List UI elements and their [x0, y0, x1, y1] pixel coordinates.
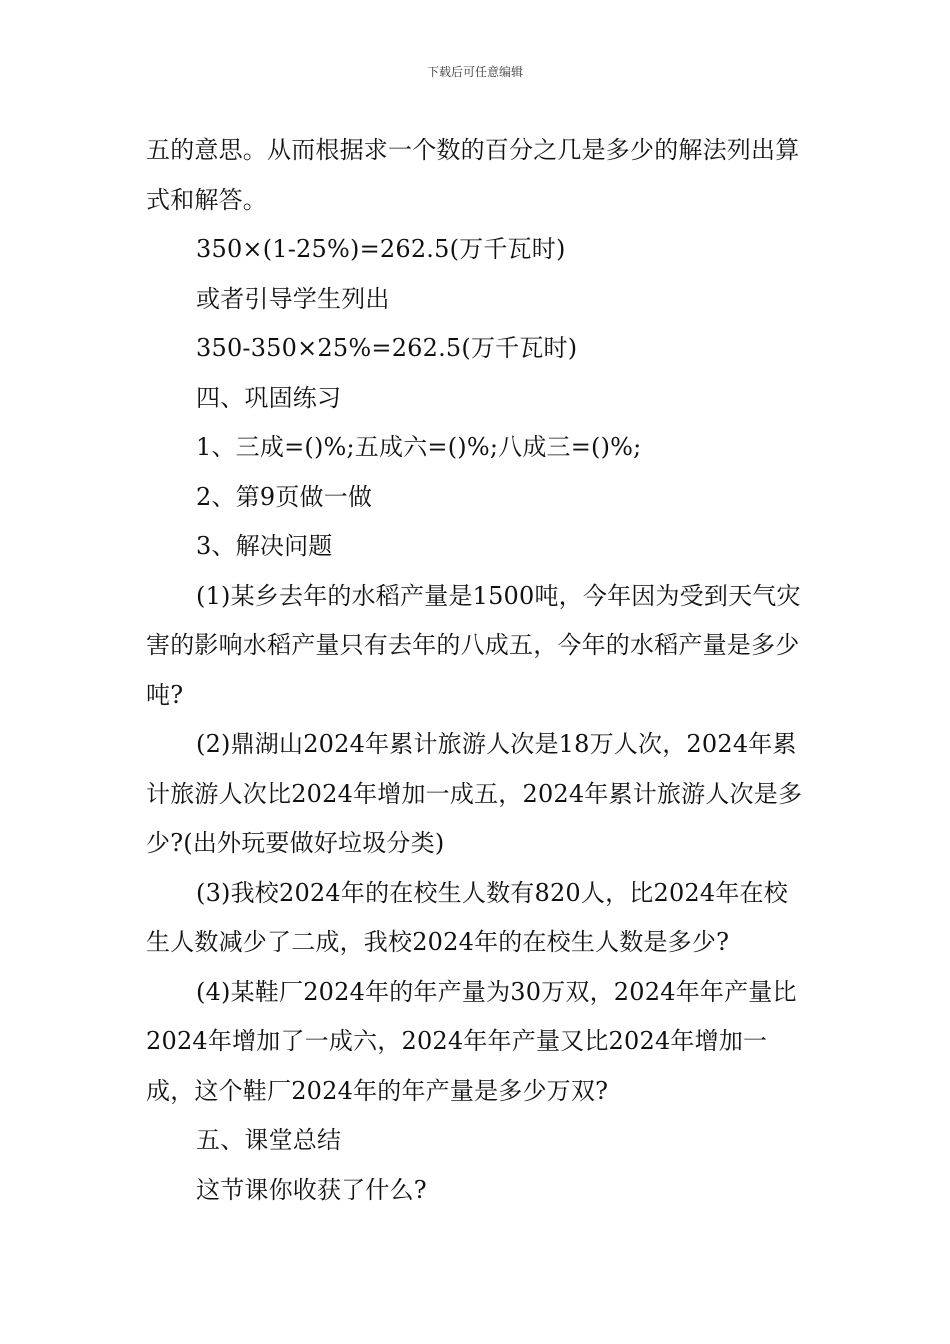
paragraph-exercise-3: 3、解决问题: [196, 532, 333, 560]
paragraph-exercise-2: 2、第9页做一做: [196, 482, 373, 511]
section-heading-summary: 五、课堂总结: [196, 1126, 342, 1154]
paragraph-exercise-1: 1、三成=()%;五成六=()%;八成三=()%;: [196, 433, 642, 461]
document-body: [146, 126, 810, 1215]
page-header: 下载后可任意编辑: [426, 65, 523, 79]
paragraph-problem-2: (2)鼎湖山2024年累计旅游人次是18万人次，2024年累计旅游人次比2024年增加一成五，2024年累计旅游人次是多少?(出外玩要做好垃圾分类): [146, 730, 803, 857]
paragraph-summary-question: 这节课你收获了什么?: [196, 1175, 427, 1204]
paragraph-intro-continuation: 五的意思。从而根据求一个数的百分之几是多少的解法列出算式和解答。: [146, 136, 800, 214]
paragraph-guide-students: 或者引导学生列出: [196, 284, 390, 313]
paragraph-problem-4: (4)某鞋厂2024年的年产量为30万双，2024年年产量比2024年增加了一成六，2024年年产量又比2024年增加一成，这个鞋厂2024年的年产量是多少万双?: [146, 977, 797, 1105]
section-heading-practice: 四、巩固练习: [196, 383, 342, 412]
paragraph-formula-1: 350×(1-25%)=262.5(万千瓦时): [196, 235, 566, 263]
paragraph-formula-2: 350-350×25%=262.5(万千瓦时): [196, 334, 578, 362]
paragraph-problem-3: (3)我校2024年的在校生人数有820人，比2024年在校生人数减少了二成，我校2024年的在校生人数是多少?: [146, 878, 788, 956]
paragraph-problem-1: (1)某乡去年的水稻产量是1500吨，今年因为受到天气灾害的影响水稻产量只有去年的八成五，今年的水稻产量是多少吨?: [146, 581, 801, 709]
